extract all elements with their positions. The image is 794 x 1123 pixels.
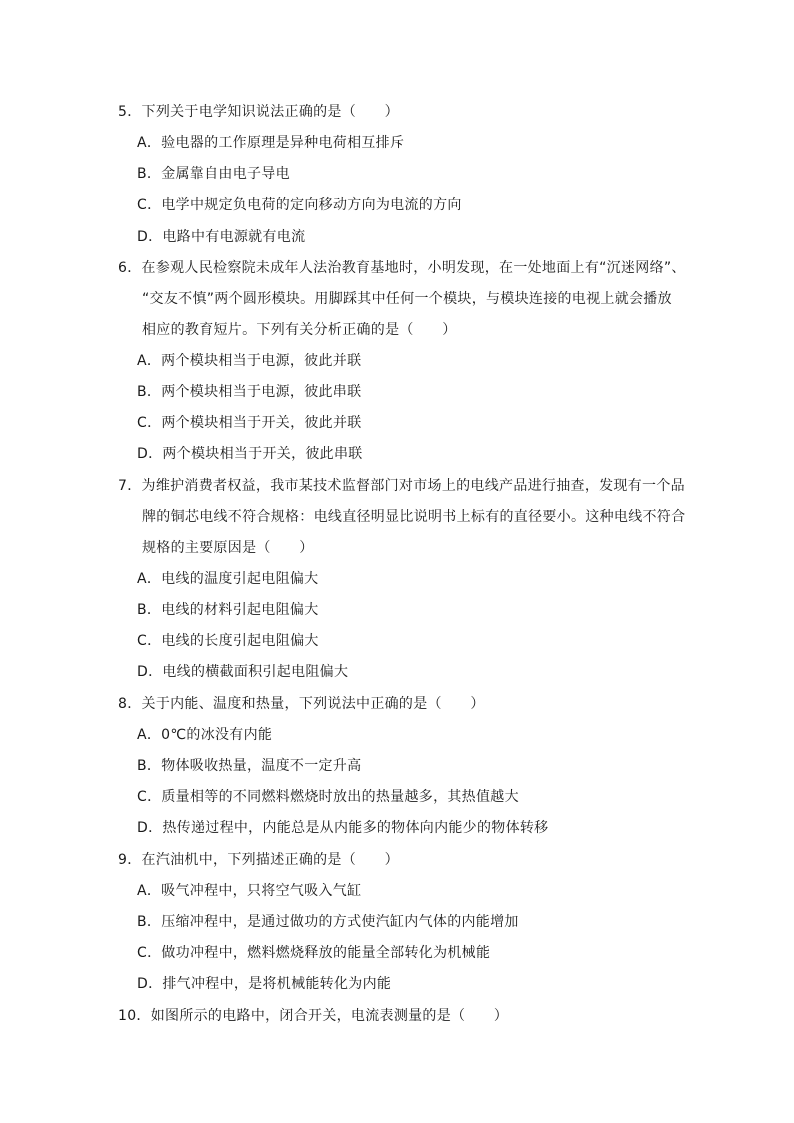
question-7-stem: 7．为维护消费者权益，我市某技术监督部门对市场上的电线产品进行抽查，发现有一个品 [118, 478, 685, 494]
question-9-stem: 9．在汽油机中，下列描述正确的是（ ） [118, 852, 399, 868]
question-7-stem-line-3: 规格的主要原因是（ ） [142, 540, 314, 556]
question-5-option-c: C．电学中规定负电荷的定向移动方向为电流的方向 [137, 197, 462, 213]
question-5-option-a: A．验电器的工作原理是异种电荷相互排斥 [137, 135, 405, 151]
question-5-option-d: D．电路中有电源就有电流 [137, 229, 306, 245]
question-6-option-d: D．两个模块相当于开关，彼此串联 [137, 446, 363, 462]
question-5-option-b: B．金属靠自由电子导电 [137, 166, 290, 182]
question-9-option-b: B．压缩冲程中，是通过做功的方式使汽缸内气体的内能增加 [137, 914, 519, 930]
question-6-stem-line-2: “交友不慎”两个圆形模块。用脚踩其中任何一个模块，与模块连接的电视上就会播放 [142, 291, 672, 307]
question-7-option-c: C．电线的长度引起电阻偏大 [137, 633, 319, 649]
question-10-stem: 10．如图所示的电路中，闭合开关，电流表测量的是（ ） [118, 1008, 509, 1024]
question-7-option-a: A．电线的温度引起电阻偏大 [137, 571, 319, 587]
question-6-option-b: B．两个模块相当于电源，彼此串联 [137, 384, 362, 400]
question-8-stem: 8．关于内能、温度和热量，下列说法中正确的是（ ） [118, 696, 485, 712]
question-8-option-a: A．0℃的冰没有内能 [137, 727, 273, 743]
question-9-option-d: D．排气冲程中，是将机械能转化为内能 [137, 976, 392, 992]
question-9-option-c: C．做功冲程中，燃料燃烧释放的能量全部转化为机械能 [137, 945, 491, 961]
question-6-option-c: C．两个模块相当于开关，彼此并联 [137, 415, 362, 431]
question-6-stem-line-3: 相应的教育短片。下列有关分析正确的是（ ） [142, 322, 457, 338]
question-6-stem: 6．在参观人民检察院未成年人法治教育基地时，小明发现，在一处地面上有“沉迷网络”、 [118, 260, 686, 276]
question-8-option-d: D．热传递过程中，内能总是从内能多的物体向内能少的物体转移 [137, 820, 549, 836]
question-5-stem: 5．下列关于电学知识说法正确的是（ ） [118, 104, 399, 120]
question-8-option-c: C．质量相等的不同燃料燃烧时放出的热量越多，其热值越大 [137, 789, 519, 805]
question-7-option-b: B．电线的材料引起电阻偏大 [137, 602, 319, 618]
question-7-option-d: D．电线的横截面积引起电阻偏大 [137, 664, 349, 680]
question-7-stem-line-2: 牌的铜芯电线不符合规格：电线直径明显比说明书上标有的直径要小。这种电线不符合 [142, 509, 686, 525]
question-8-option-b: B．物体吸收热量，温度不一定升高 [137, 758, 362, 774]
question-9-option-a: A．吸气冲程中，只将空气吸入气缸 [137, 883, 362, 899]
question-6-option-a: A．两个模块相当于电源，彼此并联 [137, 353, 362, 369]
